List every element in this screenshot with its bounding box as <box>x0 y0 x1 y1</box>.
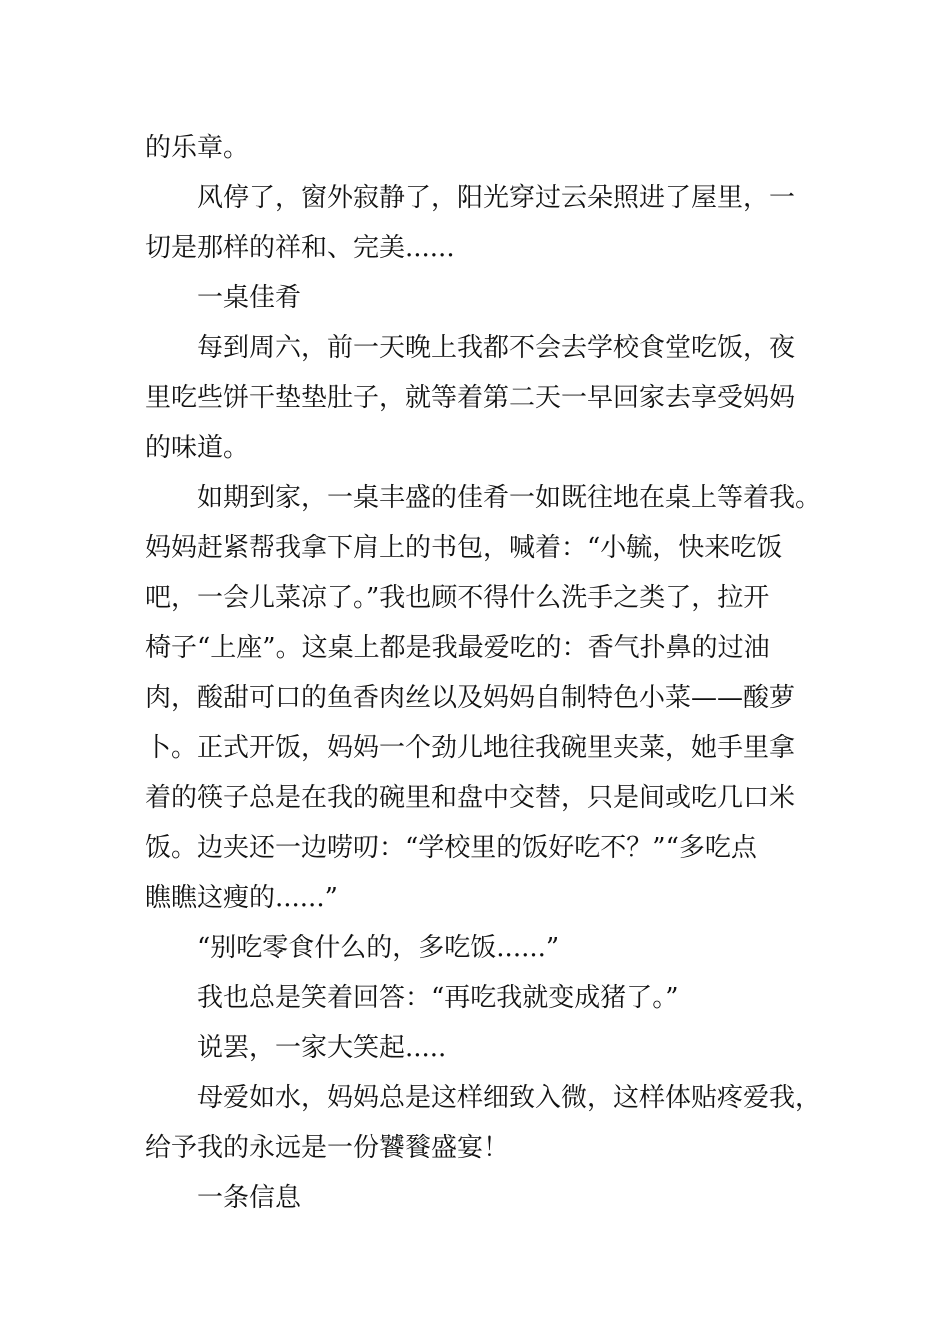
paragraph-start: 我也总是笑着回答：“再吃我就变成猪了。” <box>197 983 679 1013</box>
text-line: 椅子“上座”。这桌上都是我最爱吃的：香气扑鼻的过油 <box>145 633 770 663</box>
text-line: 瞧瞧这瘦的......” <box>145 883 338 913</box>
text-line: 切是那样的祥和、完美...... <box>145 233 455 263</box>
paragraph-start: 母爱如水，妈妈总是这样细致入微，这样体贴疼爱我， <box>197 1083 822 1113</box>
paragraph-start: “别吃零食什么的，多吃饭......” <box>197 933 560 963</box>
paragraph-start: 每到周六，前一天晚上我都不会去学校食堂吃饭，夜 <box>197 333 796 363</box>
text-line: 着的筷子总是在我的碗里和盘中交替，只是间或吃几口米 <box>145 783 796 813</box>
text-line: 里吃些饼干垫垫肚子，就等着第二天一早回家去享受妈妈 <box>145 383 796 413</box>
text-line: 给予我的永远是一份饕餮盛宴！ <box>145 1133 510 1163</box>
section-heading: 一桌佳肴 <box>197 283 302 313</box>
text-line: 妈妈赶紧帮我拿下肩上的书包，喊着：“小毓，快来吃饭 <box>145 533 783 563</box>
text-line: 的乐章。 <box>145 133 250 163</box>
text-line: 吧，一会儿菜凉了。”我也顾不得什么洗手之类了，拉开 <box>145 583 770 613</box>
text-line: 肉，酸甜可口的鱼香肉丝以及妈妈自制特色小菜——酸萝 <box>145 683 796 713</box>
text-line: 饭。边夹还一边唠叨：“学校里的饭好吃不？”“多吃点 <box>145 833 757 863</box>
section-heading: 一条信息 <box>197 1183 302 1213</box>
paragraph-start: 如期到家，一桌丰盛的佳肴一如既往地在桌上等着我。 <box>197 483 822 513</box>
paragraph-start: 风停了，窗外寂静了，阳光穿过云朵照进了屋里，一 <box>197 183 796 213</box>
text-line: 的味道。 <box>145 433 250 463</box>
text-line: 卜。正式开饭，妈妈一个劲儿地往我碗里夹菜，她手里拿 <box>145 733 796 763</box>
paragraph-start: 说罢，一家大笑起..... <box>197 1033 447 1063</box>
